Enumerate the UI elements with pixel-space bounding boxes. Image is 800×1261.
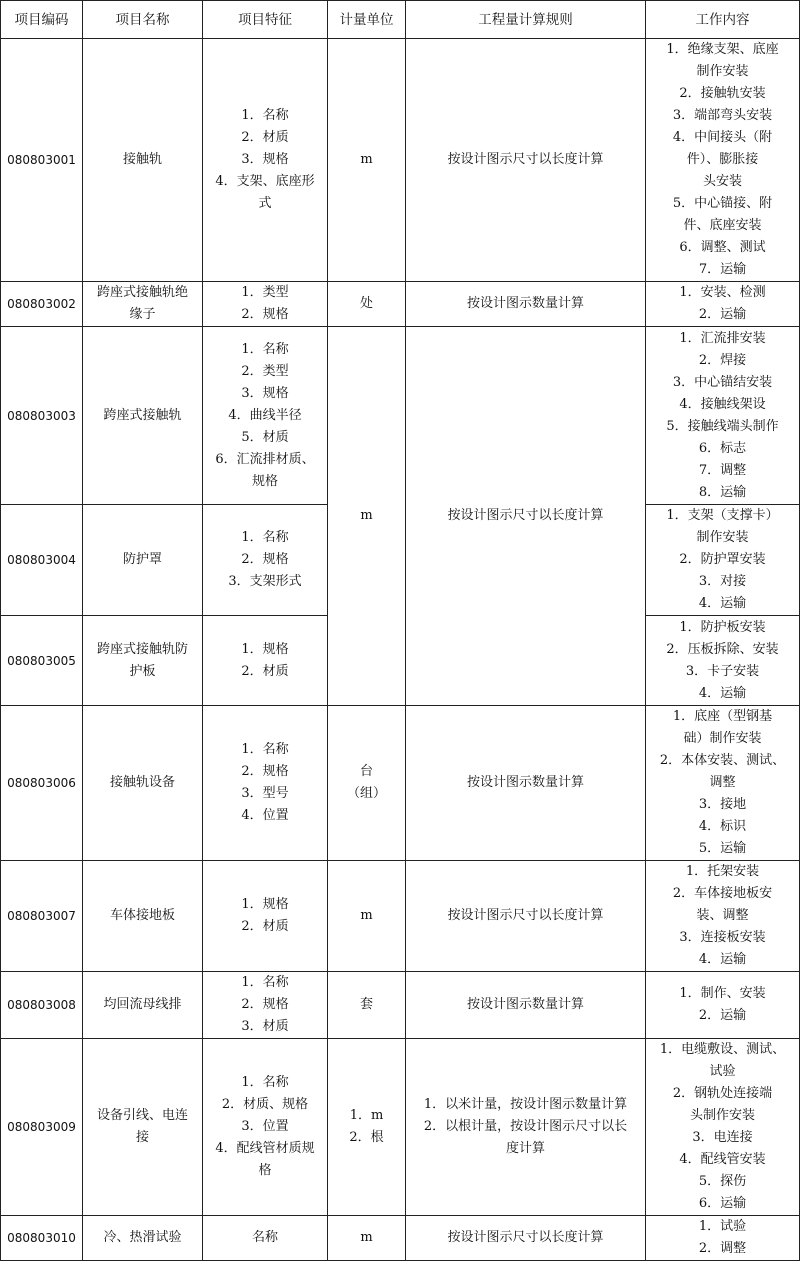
text-line: 1．防护板安装	[679, 619, 766, 635]
text-line: 4．曲线半径	[228, 407, 302, 423]
text-line: 跨座式接触轨	[103, 407, 182, 423]
text-line: 1．名称	[241, 742, 289, 757]
text-line: 2．焊接	[698, 352, 747, 368]
item-features	[203, 505, 328, 616]
text-line: 3．材质	[241, 1019, 289, 1034]
text-line: 设备引线、电连	[96, 1108, 188, 1123]
text-line: 台	[359, 764, 373, 779]
text-line: 按设计图示尺寸以长度计算	[447, 1230, 604, 1245]
table-row	[1, 706, 800, 861]
text-line: 名称	[251, 1230, 278, 1245]
text-line: 1．汇流排安装	[679, 330, 766, 346]
item-code: 080803008	[1, 972, 83, 1039]
text-line: 3．端部弯头安装	[672, 108, 773, 123]
item-code: 080803005	[1, 616, 83, 706]
item-features	[203, 861, 328, 972]
item-code: 080803010	[1, 1216, 83, 1261]
text-line: 1．安装、检测	[679, 285, 766, 300]
text-line: 5．材质	[241, 429, 289, 445]
text-line: 4．标识	[698, 819, 747, 834]
calc-rule	[406, 706, 646, 861]
calc-rule	[406, 1216, 646, 1261]
unit: m	[328, 1216, 406, 1261]
text-line: 1．名称	[241, 975, 289, 990]
text-line: 3．规格	[241, 152, 289, 167]
text-line: 头安装	[702, 174, 742, 189]
text-line: 制作安装	[696, 530, 749, 545]
text-line: 2．运输	[698, 1008, 747, 1023]
table-row	[1, 972, 800, 1039]
text-line: 5．接触线端头制作	[666, 418, 779, 434]
text-line: 6．汇流排材质、	[215, 451, 315, 467]
table-row	[1, 282, 800, 327]
text-line: 2．压板拆除、安装	[666, 641, 779, 657]
work-content	[646, 706, 800, 861]
text-line: 按设计图示数量计算	[466, 296, 584, 311]
text-line: 3．对接	[698, 574, 747, 589]
item-code: 080803006	[1, 706, 83, 861]
item-name	[83, 706, 203, 861]
text-line: 2．防护罩安装	[679, 552, 766, 567]
text-line: 1．规格	[241, 897, 289, 912]
text-line: 4．支架、底座形	[215, 174, 315, 189]
text-line: 接触轨设备	[109, 775, 175, 790]
header-calc-rule: 工程量计算规则	[406, 1, 646, 39]
unit: 套	[328, 972, 406, 1039]
unit	[328, 706, 406, 861]
item-code: 080803004	[1, 505, 83, 616]
work-content	[646, 616, 800, 706]
text-line: 跨座式接触轨防	[96, 641, 188, 657]
text-line: 4．运输	[698, 596, 747, 611]
text-line: 1．类型	[241, 285, 289, 300]
text-line: 1．绝缘支架、底座	[666, 42, 779, 57]
text-line: 按设计图示数量计算	[466, 997, 584, 1012]
text-line: 度计算	[505, 1141, 545, 1156]
text-line: 4．接触线架设	[679, 396, 766, 412]
text-line: 按设计图示尺寸以长度计算	[447, 152, 604, 167]
text-line: 护板	[129, 663, 156, 679]
item-name	[83, 1039, 203, 1216]
item-features	[203, 1216, 328, 1261]
work-content	[646, 327, 800, 505]
work-content	[646, 39, 800, 282]
text-line: 防护罩	[122, 552, 162, 567]
text-line: 2．材质	[241, 130, 289, 145]
work-content	[646, 972, 800, 1039]
text-line: 试验	[709, 1064, 736, 1079]
text-line: 3．规格	[241, 385, 289, 401]
text-line: 4．配线管材质规	[215, 1141, 315, 1156]
text-line: 2．材质、规格	[221, 1097, 309, 1112]
text-line: 1．以米计量，按设计图示数量计算	[423, 1097, 628, 1112]
text-line: 3．型号	[241, 786, 289, 801]
item-features	[203, 327, 328, 505]
item-features	[203, 1039, 328, 1216]
text-line: 式	[258, 196, 272, 211]
unit: 处	[328, 282, 406, 327]
text-line: 冷、热滑试验	[103, 1230, 182, 1245]
text-line: 5．运输	[698, 841, 747, 856]
text-line: 按设计图示数量计算	[466, 775, 584, 790]
text-line: 2．规格	[241, 307, 289, 322]
text-line: 装、调整	[696, 908, 749, 923]
text-line: 础）制作安装	[683, 731, 762, 746]
calc-rule-merged: 按设计图示尺寸以长度计算	[406, 327, 646, 706]
text-line: 2．车体接地板安	[672, 886, 773, 901]
text-line: 3．电连接	[692, 1130, 753, 1145]
item-features	[203, 616, 328, 706]
item-name	[83, 282, 203, 327]
text-line: 制作安装	[696, 64, 749, 79]
text-line: 5．中心锚接、附	[672, 196, 773, 211]
unit-merged: m	[328, 327, 406, 706]
text-line: 1．托架安装	[685, 864, 760, 879]
text-line: 2．接触轨安装	[679, 86, 766, 101]
text-line: 1．名称	[241, 108, 289, 123]
text-line: 1．试验	[698, 1219, 747, 1234]
header-unit: 计量单位	[328, 1, 406, 39]
text-line: 2．运输	[698, 307, 747, 322]
header-item-code: 项目编码	[1, 1, 83, 39]
text-line: 2．类型	[241, 363, 289, 379]
item-features	[203, 706, 328, 861]
text-line: 缘子	[129, 307, 156, 322]
text-line: 6．运输	[698, 1196, 747, 1211]
text-line: 2．本体安装、测试、	[659, 753, 786, 768]
text-line: （组）	[346, 786, 386, 801]
text-line: 跨座式接触轨绝	[96, 285, 188, 300]
text-line: 6．调整、测试	[679, 240, 766, 255]
text-line: 1．名称	[241, 1075, 289, 1090]
calc-rule	[406, 282, 646, 327]
work-content	[646, 505, 800, 616]
work-content	[646, 861, 800, 972]
text-line: 4．中间接头（附	[672, 130, 773, 145]
text-line: 2．材质	[241, 663, 289, 679]
text-line: 3．支架形式	[228, 574, 302, 589]
text-line: 调整	[709, 775, 736, 790]
text-line: 2．规格	[241, 764, 289, 779]
text-line: 3．位置	[241, 1119, 289, 1134]
header-item-features: 项目特征	[203, 1, 328, 39]
text-line: 2．材质	[241, 919, 289, 934]
text-line: 1．电缆敷设、测试、	[659, 1042, 786, 1057]
text-line: 3．接地	[698, 797, 747, 812]
text-line: 2．以根计量，按设计图示尺寸以长	[423, 1119, 628, 1134]
item-code: 080803001	[1, 39, 83, 282]
item-name	[83, 39, 203, 282]
text-line: 2．规格	[241, 552, 289, 567]
text-line: 按设计图示尺寸以长度计算	[447, 908, 604, 923]
work-content	[646, 1216, 800, 1261]
table-row	[1, 861, 800, 972]
item-name	[83, 505, 203, 616]
header-work-content: 工作内容	[646, 1, 800, 39]
text-line: 1．m	[349, 1108, 384, 1123]
text-line: 格	[258, 1163, 272, 1178]
item-name	[83, 972, 203, 1039]
text-line: 1．规格	[241, 641, 289, 657]
text-line: 4．运输	[698, 685, 747, 701]
text-line: 接触轨	[122, 152, 162, 167]
item-name	[83, 861, 203, 972]
text-line: 件、底座安装	[683, 218, 762, 233]
text-line: 1．制作、安装	[679, 986, 766, 1001]
work-content	[646, 1039, 800, 1216]
item-features	[203, 39, 328, 282]
text-line: 接	[135, 1130, 149, 1145]
calc-rule	[406, 1039, 646, 1216]
item-features	[203, 972, 328, 1039]
text-line: 2．钢轨处连接端	[672, 1086, 773, 1101]
calc-rule	[406, 972, 646, 1039]
text-line: 件）、膨胀接	[686, 152, 759, 167]
unit	[328, 1039, 406, 1216]
text-line: 7．运输	[698, 262, 747, 277]
text-line: 头制作安装	[689, 1108, 755, 1123]
calc-rule	[406, 861, 646, 972]
table-row	[1, 327, 800, 505]
item-code: 080803003	[1, 327, 83, 505]
text-line: 8．运输	[698, 484, 747, 500]
unit: m	[328, 861, 406, 972]
header-row	[1, 1, 800, 39]
header-item-name: 项目名称	[83, 1, 203, 39]
text-line: 车体接地板	[109, 908, 175, 923]
table-row	[1, 1216, 800, 1261]
text-line: 2．规格	[241, 997, 289, 1012]
text-line: 2．调整	[698, 1241, 747, 1256]
item-name	[83, 327, 203, 505]
text-line: 4．配线管安装	[679, 1152, 766, 1167]
item-code: 080803007	[1, 861, 83, 972]
text-line: 5．探伤	[698, 1174, 747, 1189]
text-line: 1．支架（支撑卡）	[666, 508, 779, 523]
work-content	[646, 282, 800, 327]
item-name	[83, 616, 203, 706]
text-line: 规格	[251, 473, 278, 489]
text-line: 3．中心锚结安装	[672, 374, 773, 390]
text-line: 2．根	[349, 1130, 384, 1145]
table-row	[1, 39, 800, 282]
text-line: 7．调整	[698, 462, 747, 478]
text-line: 均回流母线排	[103, 997, 182, 1012]
item-features	[203, 282, 328, 327]
text-line: 6．标志	[698, 440, 747, 456]
text-line: 1．名称	[241, 530, 289, 545]
text-line: 4．运输	[698, 952, 747, 967]
item-code: 080803002	[1, 282, 83, 327]
table-row	[1, 1039, 800, 1216]
text-line: 3．卡子安装	[685, 663, 760, 679]
unit: m	[328, 39, 406, 282]
item-name	[83, 1216, 203, 1261]
text-line: 3．连接板安装	[679, 930, 766, 945]
calc-rule	[406, 39, 646, 282]
text-line: 1．名称	[241, 341, 289, 357]
text-line: 4．位置	[241, 808, 289, 823]
item-code: 080803009	[1, 1039, 83, 1216]
text-line: 1．底座（型钢基	[672, 709, 773, 724]
